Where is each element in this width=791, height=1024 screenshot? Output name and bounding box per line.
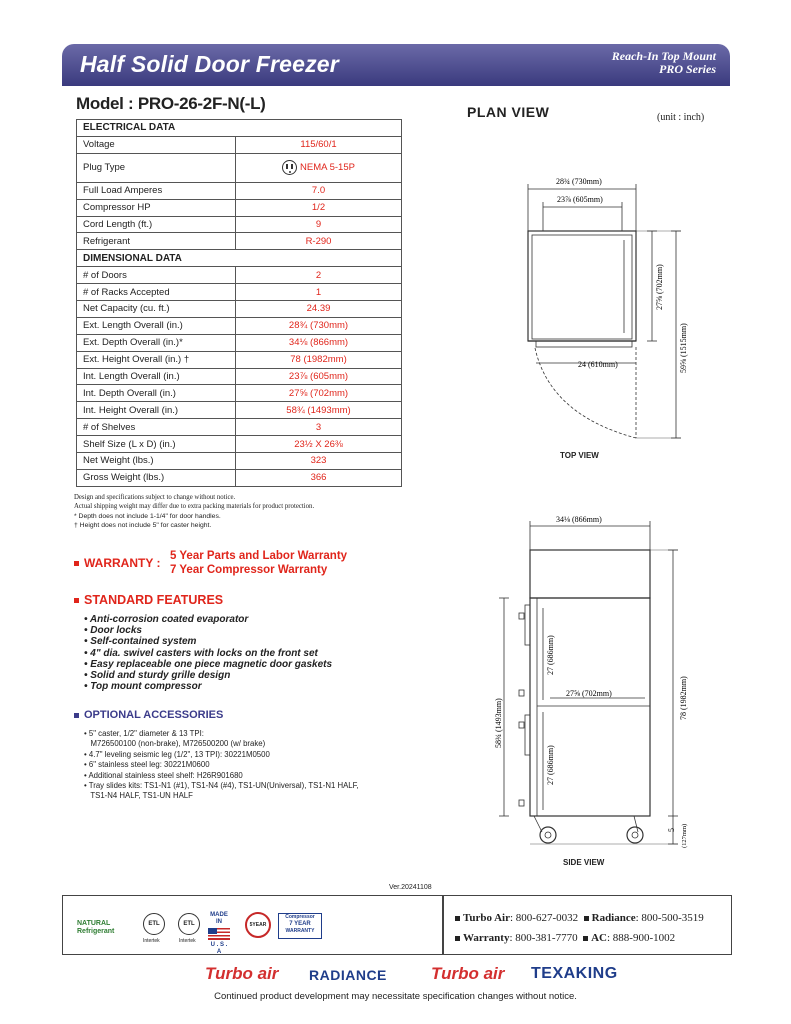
spec-notes: [74, 493, 314, 530]
footer-divider: [442, 896, 444, 954]
spec-row: [77, 182, 402, 199]
spec-value: 366: [236, 469, 402, 486]
spec-label: Voltage: [77, 136, 236, 153]
list-item: • Additional stainless steel shelf: H26R901680: [84, 770, 243, 780]
spec-value: 28¾ (730mm): [236, 317, 402, 334]
spec-value: 24.39: [236, 301, 402, 318]
turbo-air-logo: Turbo air: [205, 964, 279, 983]
top-total-depth-label: 59⅝ (1515mm): [679, 323, 688, 373]
spec-row: [77, 284, 402, 301]
spec-value: 78 (1982mm): [236, 351, 402, 368]
side-depth-label: 34⅛ (866mm): [556, 515, 602, 524]
spec-row: [77, 136, 402, 153]
dimensional-heading: DIMENSIONAL DATA: [77, 250, 402, 267]
spec-row: [77, 453, 402, 470]
electrical-heading-row: [77, 120, 402, 137]
top-ext-width-label: 28¾ (730mm): [556, 177, 602, 186]
spec-value: 23⅞ (605mm): [236, 368, 402, 385]
spec-row: [77, 436, 402, 453]
version-label: Ver.20241108: [389, 884, 432, 891]
spec-label: Ext. Length Overall (in.): [77, 317, 236, 334]
bullet-icon: [584, 916, 589, 921]
five-year-seal: 5YEAR: [245, 912, 271, 938]
spec-row: [77, 351, 402, 368]
note-4: † Height does not include 5" for caster height.: [74, 521, 212, 529]
top-door-width-label: 24 (610mm): [578, 360, 618, 369]
plug-icon: [282, 160, 297, 175]
spec-row: [77, 199, 402, 216]
optional-accessories-title: OPTIONAL ACCESSORIES: [84, 709, 224, 721]
spec-row: [77, 267, 402, 284]
spec-label: Net Weight (lbs.): [77, 453, 236, 470]
model-number: Model : PRO-26-2F-N(-L): [76, 94, 266, 113]
side-door-upper-label: 27 (686mm): [546, 635, 555, 675]
footer-tagline: Continued product development may necessitate specification changes without notice.: [214, 991, 577, 1002]
contact-warranty-phone: : 800-381-7770: [509, 932, 578, 944]
contact-list: [455, 908, 704, 948]
optional-accessories-heading: [74, 709, 223, 721]
series-line-1: Reach-In Top Mount: [611, 49, 716, 63]
bullet-icon: [74, 713, 79, 718]
brand-logos: [205, 964, 635, 988]
contact-turbo-label: Turbo Air: [463, 912, 510, 924]
radiance-logo: RADIANCE: [309, 967, 387, 983]
spec-label: Ext. Height Overall (in.) †: [77, 351, 236, 368]
side-caster-label: 5: [667, 828, 676, 832]
spec-label: Shelf Size (L x D) (in.): [77, 436, 236, 453]
spec-value: 3: [236, 419, 402, 436]
list-item: • Self-contained system: [84, 636, 197, 648]
list-item: TS1-N4 HALF, TS1-UN HALF: [84, 791, 193, 801]
top-view-label: TOP VIEW: [560, 451, 599, 460]
footer-box: [62, 895, 732, 955]
spec-row: [77, 419, 402, 436]
spec-row: [77, 368, 402, 385]
contact-ac-label: AC: [591, 932, 607, 944]
contact-radiance-label: Radiance: [591, 912, 636, 924]
etl-badge-1-caption: Intertek: [143, 938, 160, 944]
spec-row: [77, 334, 402, 351]
list-item: • 4.7" leveling seismic leg (1/2", 13 TPI): 30221M0500: [84, 749, 270, 759]
spec-value: 2: [236, 267, 402, 284]
spec-row: [77, 385, 402, 402]
list-item: • Top mount compressor: [84, 681, 202, 693]
standard-features-list: [84, 614, 332, 692]
spec-label: # of Doors: [77, 267, 236, 284]
etl-badge-2: ETL: [178, 913, 200, 935]
contact-radiance-phone: : 800-500-3519: [635, 912, 704, 924]
spec-label: Cord Length (ft.): [77, 216, 236, 233]
series-subtitle: [612, 50, 716, 76]
spec-value: 58¾ (1493mm): [236, 402, 402, 419]
texaking-logo: TEXAKING: [531, 965, 618, 982]
spec-value-cell: [236, 153, 402, 182]
spec-value: 34⅛ (866mm): [236, 334, 402, 351]
spec-value: 27⅝ (702mm): [236, 385, 402, 402]
list-item: • 5" caster, 1/2" diameter & 13 TPI:: [84, 729, 204, 738]
list-item: • Easy replaceable one piece magnetic door gaskets: [84, 658, 333, 670]
made-in-usa-badge: MADE IN U . S . A: [208, 912, 230, 956]
spec-value: R-290: [236, 233, 402, 250]
spec-value: 7.0: [236, 182, 402, 199]
compressor-warranty-badge: Compressor 7 YEAR WARRANTY: [278, 913, 322, 939]
list-item: • Anti-corrosion coated evaporator: [84, 614, 249, 625]
side-caster-mm-label: (127mm): [681, 823, 688, 848]
list-item: • Solid and sturdy grille design: [84, 670, 231, 682]
plan-view-heading: PLAN VIEW: [467, 104, 550, 120]
warranty-label: WARRANTY :: [84, 556, 161, 570]
standard-features-title: STANDARD FEATURES: [84, 593, 224, 607]
series-line-2: PRO Series: [659, 62, 716, 76]
note-2: Actual shipping weight may differ due to extra packing materials for product protection.: [74, 503, 315, 511]
etl-badge-2-caption: Intertek: [179, 938, 196, 944]
spec-label: Ext. Depth Overall (in.)*: [77, 334, 236, 351]
bullet-icon: [583, 936, 588, 941]
side-int-height-label: 58¾ (1493mm): [494, 698, 503, 748]
spec-row: [77, 469, 402, 486]
spec-label: # of Racks Accepted: [77, 284, 236, 301]
bullet-icon: [74, 561, 79, 566]
unit-label: (unit : inch): [657, 112, 705, 123]
spec-value: 115/60/1: [236, 136, 402, 153]
warranty-line-1: 5 Year Parts and Labor Warranty: [170, 550, 348, 562]
spec-value: 23½ X 26⅜: [236, 436, 402, 453]
spec-row: [77, 233, 402, 250]
turbo-air-logo-2: Turbo air: [431, 964, 505, 983]
list-item: • 6" stainless steel leg: 30221M0600: [84, 760, 210, 770]
etl-badge-1: ETL: [143, 913, 165, 935]
side-view-label: SIDE VIEW: [563, 858, 605, 867]
spec-label: Compressor HP: [77, 199, 236, 216]
optional-accessories-list: [84, 729, 359, 802]
side-ext-height-label: 78 (1982mm): [679, 676, 688, 720]
side-int-depth-label: 27⅝ (702mm): [566, 689, 612, 698]
natural-refrigerant-badge: NATURAL Refrigerant: [77, 920, 115, 935]
header-banner: [62, 44, 730, 86]
spec-label: Gross Weight (lbs.): [77, 469, 236, 486]
spec-value: 323: [236, 453, 402, 470]
electrical-heading: ELECTRICAL DATA: [77, 120, 402, 137]
top-int-depth-label: 27⅝ (702mm): [655, 264, 664, 310]
spec-value: 9: [236, 216, 402, 233]
spec-label: Int. Depth Overall (in.): [77, 385, 236, 402]
note-1: Design and specifications subject to change without notice.: [74, 494, 236, 501]
list-item: • 4" dia. swivel casters with locks on the front set: [84, 647, 318, 659]
spec-label: Int. Length Overall (in.): [77, 368, 236, 385]
bullet-icon: [455, 936, 460, 941]
dimensional-heading-row: [77, 250, 402, 267]
contact-ac-phone: : 888-900-1002: [606, 932, 676, 944]
standard-features-heading: [74, 593, 223, 607]
side-view-diagram: [490, 510, 730, 860]
note-3: * Depth does not include 1-1/4" for door handles.: [74, 512, 221, 520]
bullet-icon: [74, 598, 79, 603]
spec-label: # of Shelves: [77, 419, 236, 436]
warranty-line-2: 7 Year Compressor Warranty: [170, 564, 328, 576]
spec-label: Full Load Amperes: [77, 182, 236, 199]
spec-row: [77, 402, 402, 419]
spec-table: [76, 119, 402, 487]
spec-row: [77, 317, 402, 334]
side-door-lower-label: 27 (686mm): [546, 745, 555, 785]
spec-row: [77, 216, 402, 233]
page-title: Half Solid Door Freezer: [80, 51, 339, 77]
list-item: M726500100 (non-brake), M726500200 (w/ brake): [84, 739, 266, 749]
list-item: • Tray slides kits: TS1-N1 (#1), TS1-N4 (#4), TS1-UN(Universal), TS1-N1 HALF,: [84, 781, 359, 791]
spec-label: Net Capacity (cu. ft.): [77, 301, 236, 318]
spec-value: NEMA 5-15P: [300, 162, 355, 174]
contact-warranty-label: Warranty: [463, 932, 510, 944]
spec-label: Int. Height Overall (in.): [77, 402, 236, 419]
top-int-width-label: 23⅞ (605mm): [557, 195, 603, 204]
contact-turbo-phone: : 800-627-0032: [509, 912, 579, 924]
spec-label: Plug Type: [77, 153, 236, 182]
spec-value: 1: [236, 284, 402, 301]
usa-flag-icon: [208, 928, 230, 940]
top-view-diagram: [480, 165, 730, 450]
list-item: • Door locks: [84, 625, 142, 637]
spec-label: Refrigerant: [77, 233, 236, 250]
spec-row: [77, 153, 402, 182]
bullet-icon: [455, 916, 460, 921]
spec-value: 1/2: [236, 199, 402, 216]
spec-row: [77, 301, 402, 318]
